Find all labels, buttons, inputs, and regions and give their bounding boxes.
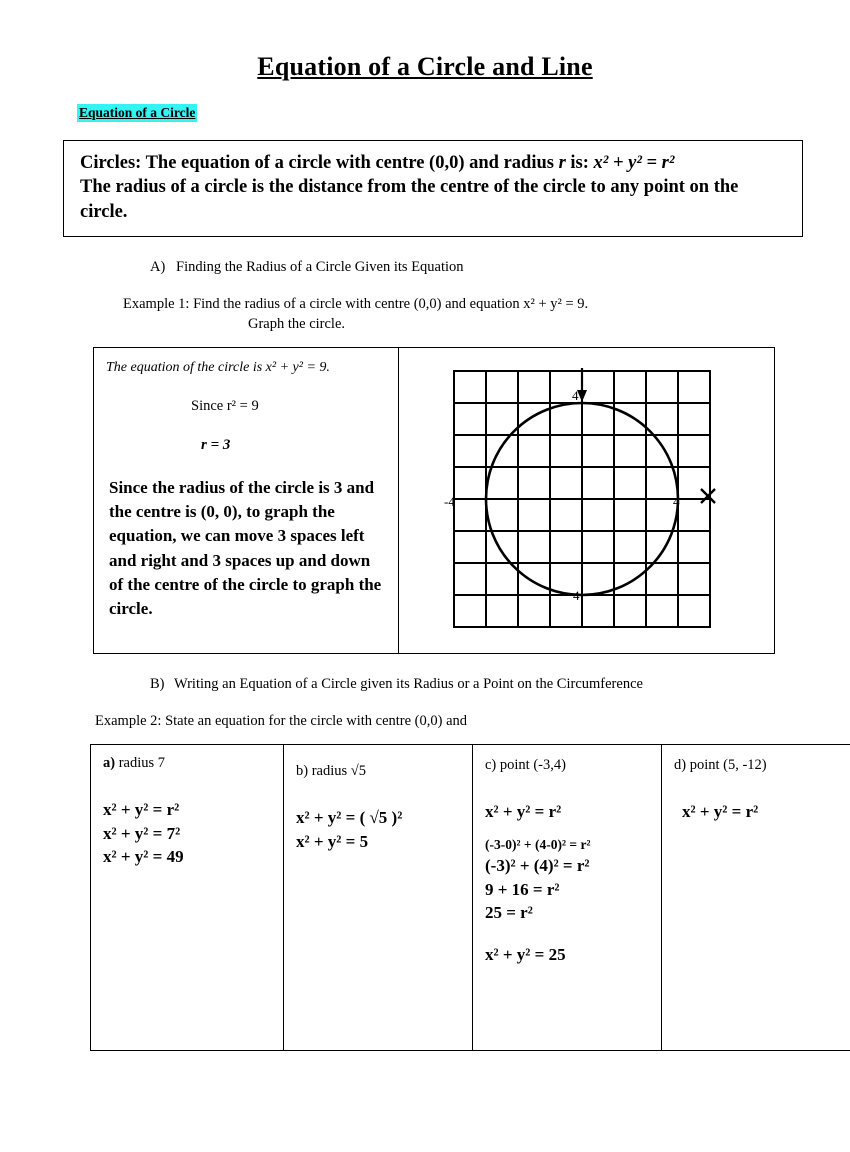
answer-c-line-1: x² + y² = r² [485,800,651,823]
answer-a-line-3: x² + y² = 49 [103,845,273,868]
example-2 [95,713,805,730]
page-title: Equation of a Circle and Line [45,52,805,82]
solution-line-3: r = 3 [201,437,388,454]
solution-line-1: The equation of the circle is x² + y² = 9. [106,360,388,376]
answer-a-line-1: x² + y² = r² [103,798,273,821]
definition-line1-a: Circles: The equation of a circle with centre (0,0) and radius [80,153,559,173]
part-a-text: Finding the Radius of a Circle Given its Equation [176,259,464,275]
answer-b-letter: b) [296,763,308,779]
answer-a-label [103,755,273,772]
answer-c-line-4: 9 + 16 = r² [485,878,651,901]
graph-label-bottom: 4 [573,588,580,604]
graph-label-left: -4 [444,494,455,510]
answer-d-label [674,757,840,774]
answer-d-line-1: x² + y² = r² [682,800,840,823]
graph-label-right: 4 [673,494,680,510]
answers-table [90,744,850,1051]
solution-line-2: Since r² = 9 [191,398,388,415]
answer-cell-d [662,745,850,1051]
solution-paragraph: Since the radius of the circle is 3 and the centre is (0, 0), to graph the equation, we can move 3 spaces left and right and 3 spaces up and down of the centre of the circle to graph the circle. [109,476,388,621]
answer-c-line-6: x² + y² = 25 [485,943,651,966]
part-a-letter: A) [150,259,176,276]
answer-d-letter: d) [674,757,686,773]
part-b-text: Writing an Equation of a Circle given its Radius or a Point on the Circumference [174,676,643,692]
worked-solution-box [93,347,775,654]
circle-graph [449,366,719,641]
answer-b-label [296,763,462,780]
answer-b-line-2: x² + y² = 5 [296,830,462,853]
answer-b-line-1: x² + y² = ( √5 )² [296,806,462,829]
definition-line2: The radius of a circle is the distance from the centre of the circle to any point on the circle. [80,175,788,224]
table-row [91,745,850,1051]
part-b-letter: B) [150,676,174,693]
answer-c-line-5: 25 = r² [485,901,651,924]
answer-cell-a [91,745,284,1051]
answer-b-text: radius √5 [308,763,366,779]
graph-label-top: 4 [572,388,579,404]
definition-equation: x² + y² = r² [594,153,675,173]
example-2-line1: Example 2: State an equation for the circle with centre (0,0) and [95,713,805,730]
answer-c-text: point (-3,4) [496,757,566,773]
worked-solution-text [94,348,399,653]
example-1 [123,296,805,333]
answer-a-line-2: x² + y² = 7² [103,822,273,845]
answer-cell-c [473,745,662,1051]
answer-a-letter: a) [103,755,115,771]
answer-c-line-3: (-3)² + (4)² = r² [485,854,651,877]
definition-line1-b: is: [566,153,594,173]
definition-box [63,140,803,237]
answer-c-letter: c) [485,757,496,773]
answer-a-text: radius 7 [115,755,165,771]
section-heading: Equation of a Circle [77,104,197,122]
document-page [0,52,850,1152]
answer-cell-b [284,745,473,1051]
example-1-line1: Example 1: Find the radius of a circle with centre (0,0) and equation x² + y² = 9. [123,296,805,313]
graph-panel [399,348,774,653]
part-a [150,259,805,276]
definition-radius-symbol: r [559,153,566,173]
part-b [150,676,805,693]
example-1-line2: Graph the circle. [248,316,805,333]
answer-c-label [485,757,651,774]
answer-d-text: point (5, -12) [686,757,767,773]
answer-c-line-2: (-3-0)² + (4-0)² = r² [485,836,651,855]
